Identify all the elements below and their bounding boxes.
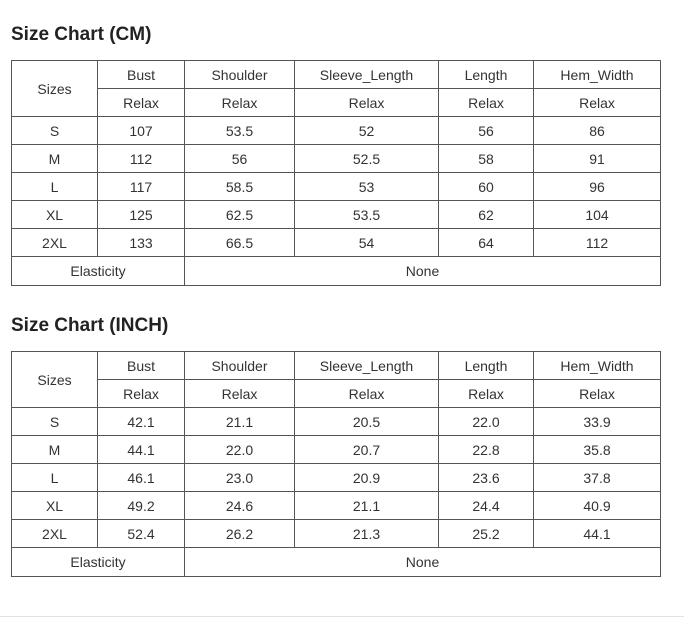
column-header-length: Length — [439, 352, 534, 380]
value-cell: 42.1 — [98, 408, 185, 436]
table-row — [12, 229, 661, 257]
value-cell: 133 — [98, 229, 185, 257]
value-cell: 22.0 — [439, 408, 534, 436]
value-cell: 60 — [439, 173, 534, 201]
value-cell: 44.1 — [98, 436, 185, 464]
value-cell: 112 — [98, 145, 185, 173]
subheader-cell: Relax — [295, 89, 439, 117]
value-cell: 20.9 — [295, 464, 439, 492]
table-row — [12, 520, 661, 548]
value-cell: 104 — [534, 201, 661, 229]
size-label-cell: XL — [12, 492, 98, 520]
value-cell: 62.5 — [185, 201, 295, 229]
elasticity-label: Elasticity — [12, 548, 185, 577]
size-label-cell: S — [12, 117, 98, 145]
value-cell: 25.2 — [439, 520, 534, 548]
value-cell: 62 — [439, 201, 534, 229]
table-row — [12, 408, 661, 436]
value-cell: 37.8 — [534, 464, 661, 492]
subheader-row — [12, 380, 661, 408]
value-cell: 107 — [98, 117, 185, 145]
table-row — [12, 117, 661, 145]
value-cell: 86 — [534, 117, 661, 145]
column-header-sleeve-length: Sleeve_Length — [295, 352, 439, 380]
value-cell: 52 — [295, 117, 439, 145]
subheader-cell: Relax — [534, 380, 661, 408]
value-cell: 112 — [534, 229, 661, 257]
size-chart-inch-table — [11, 351, 661, 577]
subheader-cell: Relax — [185, 380, 295, 408]
value-cell: 35.8 — [534, 436, 661, 464]
value-cell: 52.4 — [98, 520, 185, 548]
column-header-shoulder: Shoulder — [185, 61, 295, 89]
size-chart-inch-title: Size Chart (INCH) — [11, 315, 169, 336]
value-cell: 91 — [534, 145, 661, 173]
elasticity-value: None — [185, 257, 661, 286]
value-cell: 53.5 — [295, 201, 439, 229]
subheader-cell: Relax — [98, 89, 185, 117]
subheader-cell: Relax — [295, 380, 439, 408]
size-label-cell: S — [12, 408, 98, 436]
subheader-cell: Relax — [439, 380, 534, 408]
value-cell: 96 — [534, 173, 661, 201]
value-cell: 44.1 — [534, 520, 661, 548]
bottom-divider — [0, 616, 684, 617]
header-row — [12, 61, 661, 89]
value-cell: 23.0 — [185, 464, 295, 492]
value-cell: 53 — [295, 173, 439, 201]
value-cell: 22.8 — [439, 436, 534, 464]
table-row — [12, 173, 661, 201]
subheader-cell: Relax — [98, 380, 185, 408]
value-cell: 54 — [295, 229, 439, 257]
subheader-cell: Relax — [439, 89, 534, 117]
value-cell: 24.4 — [439, 492, 534, 520]
value-cell: 21.3 — [295, 520, 439, 548]
column-header-hem-width: Hem_Width — [534, 61, 661, 89]
column-header-shoulder: Shoulder — [185, 352, 295, 380]
value-cell: 20.5 — [295, 408, 439, 436]
size-label-cell: XL — [12, 201, 98, 229]
elasticity-row — [12, 548, 661, 577]
table-row — [12, 201, 661, 229]
value-cell: 66.5 — [185, 229, 295, 257]
value-cell: 33.9 — [534, 408, 661, 436]
value-cell: 24.6 — [185, 492, 295, 520]
size-chart-cm-table — [11, 60, 661, 286]
column-header-bust: Bust — [98, 352, 185, 380]
value-cell: 21.1 — [295, 492, 439, 520]
table-row — [12, 145, 661, 173]
size-label-cell: L — [12, 173, 98, 201]
table-row — [12, 464, 661, 492]
column-header-sleeve-length: Sleeve_Length — [295, 61, 439, 89]
value-cell: 125 — [98, 201, 185, 229]
value-cell: 58.5 — [185, 173, 295, 201]
elasticity-value: None — [185, 548, 661, 577]
value-cell: 56 — [185, 145, 295, 173]
sizes-header-cell: Sizes — [12, 352, 98, 408]
value-cell: 40.9 — [534, 492, 661, 520]
value-cell: 117 — [98, 173, 185, 201]
elasticity-row — [12, 257, 661, 286]
column-header-length: Length — [439, 61, 534, 89]
elasticity-label: Elasticity — [12, 257, 185, 286]
column-header-bust: Bust — [98, 61, 185, 89]
value-cell: 23.6 — [439, 464, 534, 492]
value-cell: 46.1 — [98, 464, 185, 492]
value-cell: 26.2 — [185, 520, 295, 548]
value-cell: 22.0 — [185, 436, 295, 464]
size-label-cell: L — [12, 464, 98, 492]
size-label-cell: M — [12, 145, 98, 173]
value-cell: 21.1 — [185, 408, 295, 436]
table-row — [12, 492, 661, 520]
subheader-cell: Relax — [185, 89, 295, 117]
column-header-hem-width: Hem_Width — [534, 352, 661, 380]
subheader-row — [12, 89, 661, 117]
value-cell: 52.5 — [295, 145, 439, 173]
size-chart-cm-title: Size Chart (CM) — [11, 24, 152, 45]
value-cell: 56 — [439, 117, 534, 145]
size-label-cell: M — [12, 436, 98, 464]
table-row — [12, 436, 661, 464]
value-cell: 20.7 — [295, 436, 439, 464]
value-cell: 58 — [439, 145, 534, 173]
size-label-cell: 2XL — [12, 520, 98, 548]
sizes-header-cell: Sizes — [12, 61, 98, 117]
subheader-cell: Relax — [534, 89, 661, 117]
size-label-cell: 2XL — [12, 229, 98, 257]
value-cell: 49.2 — [98, 492, 185, 520]
value-cell: 53.5 — [185, 117, 295, 145]
header-row — [12, 352, 661, 380]
value-cell: 64 — [439, 229, 534, 257]
